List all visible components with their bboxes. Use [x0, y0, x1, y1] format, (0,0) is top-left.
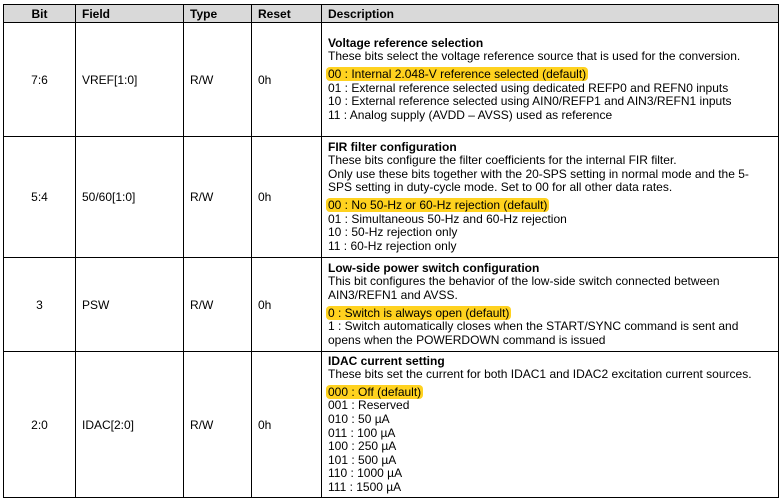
- header-reset: Reset: [252, 5, 322, 23]
- default-option-highlight: 000 : Off (default): [328, 384, 422, 399]
- cell-reset: 0h: [252, 258, 322, 352]
- option-text: 1 : Switch automatically closes when the START/SYNC command is sent and: [328, 319, 739, 334]
- cell-description: [322, 137, 779, 258]
- description-title: IDAC current setting: [328, 353, 445, 368]
- table-header-row: [4, 5, 779, 23]
- option-text: 10 : 50-Hz rejection only: [328, 225, 458, 240]
- cell-reset: 0h: [252, 23, 322, 137]
- cell-type: R/W: [184, 352, 252, 498]
- table-row: [4, 137, 779, 258]
- description-text: These bits set the current for both IDAC1 and IDAC2 excitation current sources.: [328, 367, 752, 382]
- table-row: [4, 352, 779, 498]
- cell-bit: 3: [4, 258, 76, 352]
- header-bit: Bit: [4, 5, 76, 23]
- option-text: 100 : 250 µA: [328, 439, 397, 454]
- default-option-highlight: 00 : No 50-Hz or 60-Hz rejection (default): [328, 198, 548, 212]
- option-text: 01 : External reference selected using dedicated REFP0 and REFN0 inputs: [328, 80, 729, 95]
- description-title: Low-side power switch configuration: [328, 260, 540, 275]
- cell-field: IDAC[2:0]: [76, 352, 184, 498]
- description-text: AIN3/REFN1 and AVSS.: [328, 287, 458, 302]
- option-text: 11 : 60-Hz rejection only: [328, 238, 457, 253]
- cell-description: [322, 258, 779, 352]
- option-text: 10 : External reference selected using AIN0/REFP1 and AIN3/REFN1 inputs: [328, 94, 732, 109]
- option-text: 11 : Analog supply (AVDD – AVSS) used as reference: [328, 107, 613, 122]
- cell-description: [322, 352, 779, 498]
- description-text: These bits configure the filter coefficients for the internal FIR filter.: [328, 153, 677, 168]
- table-row: [4, 258, 779, 352]
- header-field: Field: [76, 5, 184, 23]
- description-text: SPS setting in duty-cycle mode. Set to 00 for all other data rates.: [328, 180, 673, 195]
- option-text: 001 : Reserved: [328, 398, 410, 413]
- option-text: opens when the POWERDOWN command is issued: [328, 332, 606, 347]
- default-option-highlight: 00 : Internal 2.048-V reference selected (default): [328, 66, 587, 81]
- description-text: This bit configures the behavior of the low-side switch connected between: [328, 274, 720, 289]
- description-text: These bits select the voltage reference source that is used for the conversion.: [328, 49, 741, 64]
- description-text: Only use these bits together with the 20-SPS setting in normal mode and the 5-: [328, 166, 749, 181]
- cell-type: R/W: [184, 23, 252, 137]
- description-title: Voltage reference selection: [328, 35, 484, 50]
- description-title: FIR filter configuration: [328, 139, 457, 154]
- option-text: 111 : 1500 µA: [328, 479, 402, 494]
- cell-field: PSW: [76, 258, 184, 352]
- register-table: [3, 4, 779, 498]
- header-type: Type: [184, 5, 252, 23]
- option-text: 010 : 50 µA: [328, 411, 390, 426]
- cell-reset: 0h: [252, 352, 322, 498]
- cell-field: VREF[1:0]: [76, 23, 184, 137]
- option-text: 011 : 100 µA: [328, 425, 396, 440]
- cell-reset: 0h: [252, 137, 322, 258]
- cell-type: R/W: [184, 258, 252, 352]
- option-text: 01 : Simultaneous 50-Hz and 60-Hz rejection: [328, 211, 567, 226]
- cell-type: R/W: [184, 137, 252, 258]
- header-description: Description: [322, 5, 779, 23]
- table-row: [4, 23, 779, 137]
- default-option-highlight: 0 : Switch is always open (default): [328, 305, 510, 320]
- option-text: 110 : 1000 µA: [328, 466, 403, 481]
- cell-bit: 7:6: [4, 23, 76, 137]
- cell-bit: 5:4: [4, 137, 76, 258]
- cell-field: 50/60[1:0]: [76, 137, 184, 258]
- option-text: 101 : 500 µA: [328, 452, 397, 467]
- cell-description: [322, 23, 779, 137]
- cell-bit: 2:0: [4, 352, 76, 498]
